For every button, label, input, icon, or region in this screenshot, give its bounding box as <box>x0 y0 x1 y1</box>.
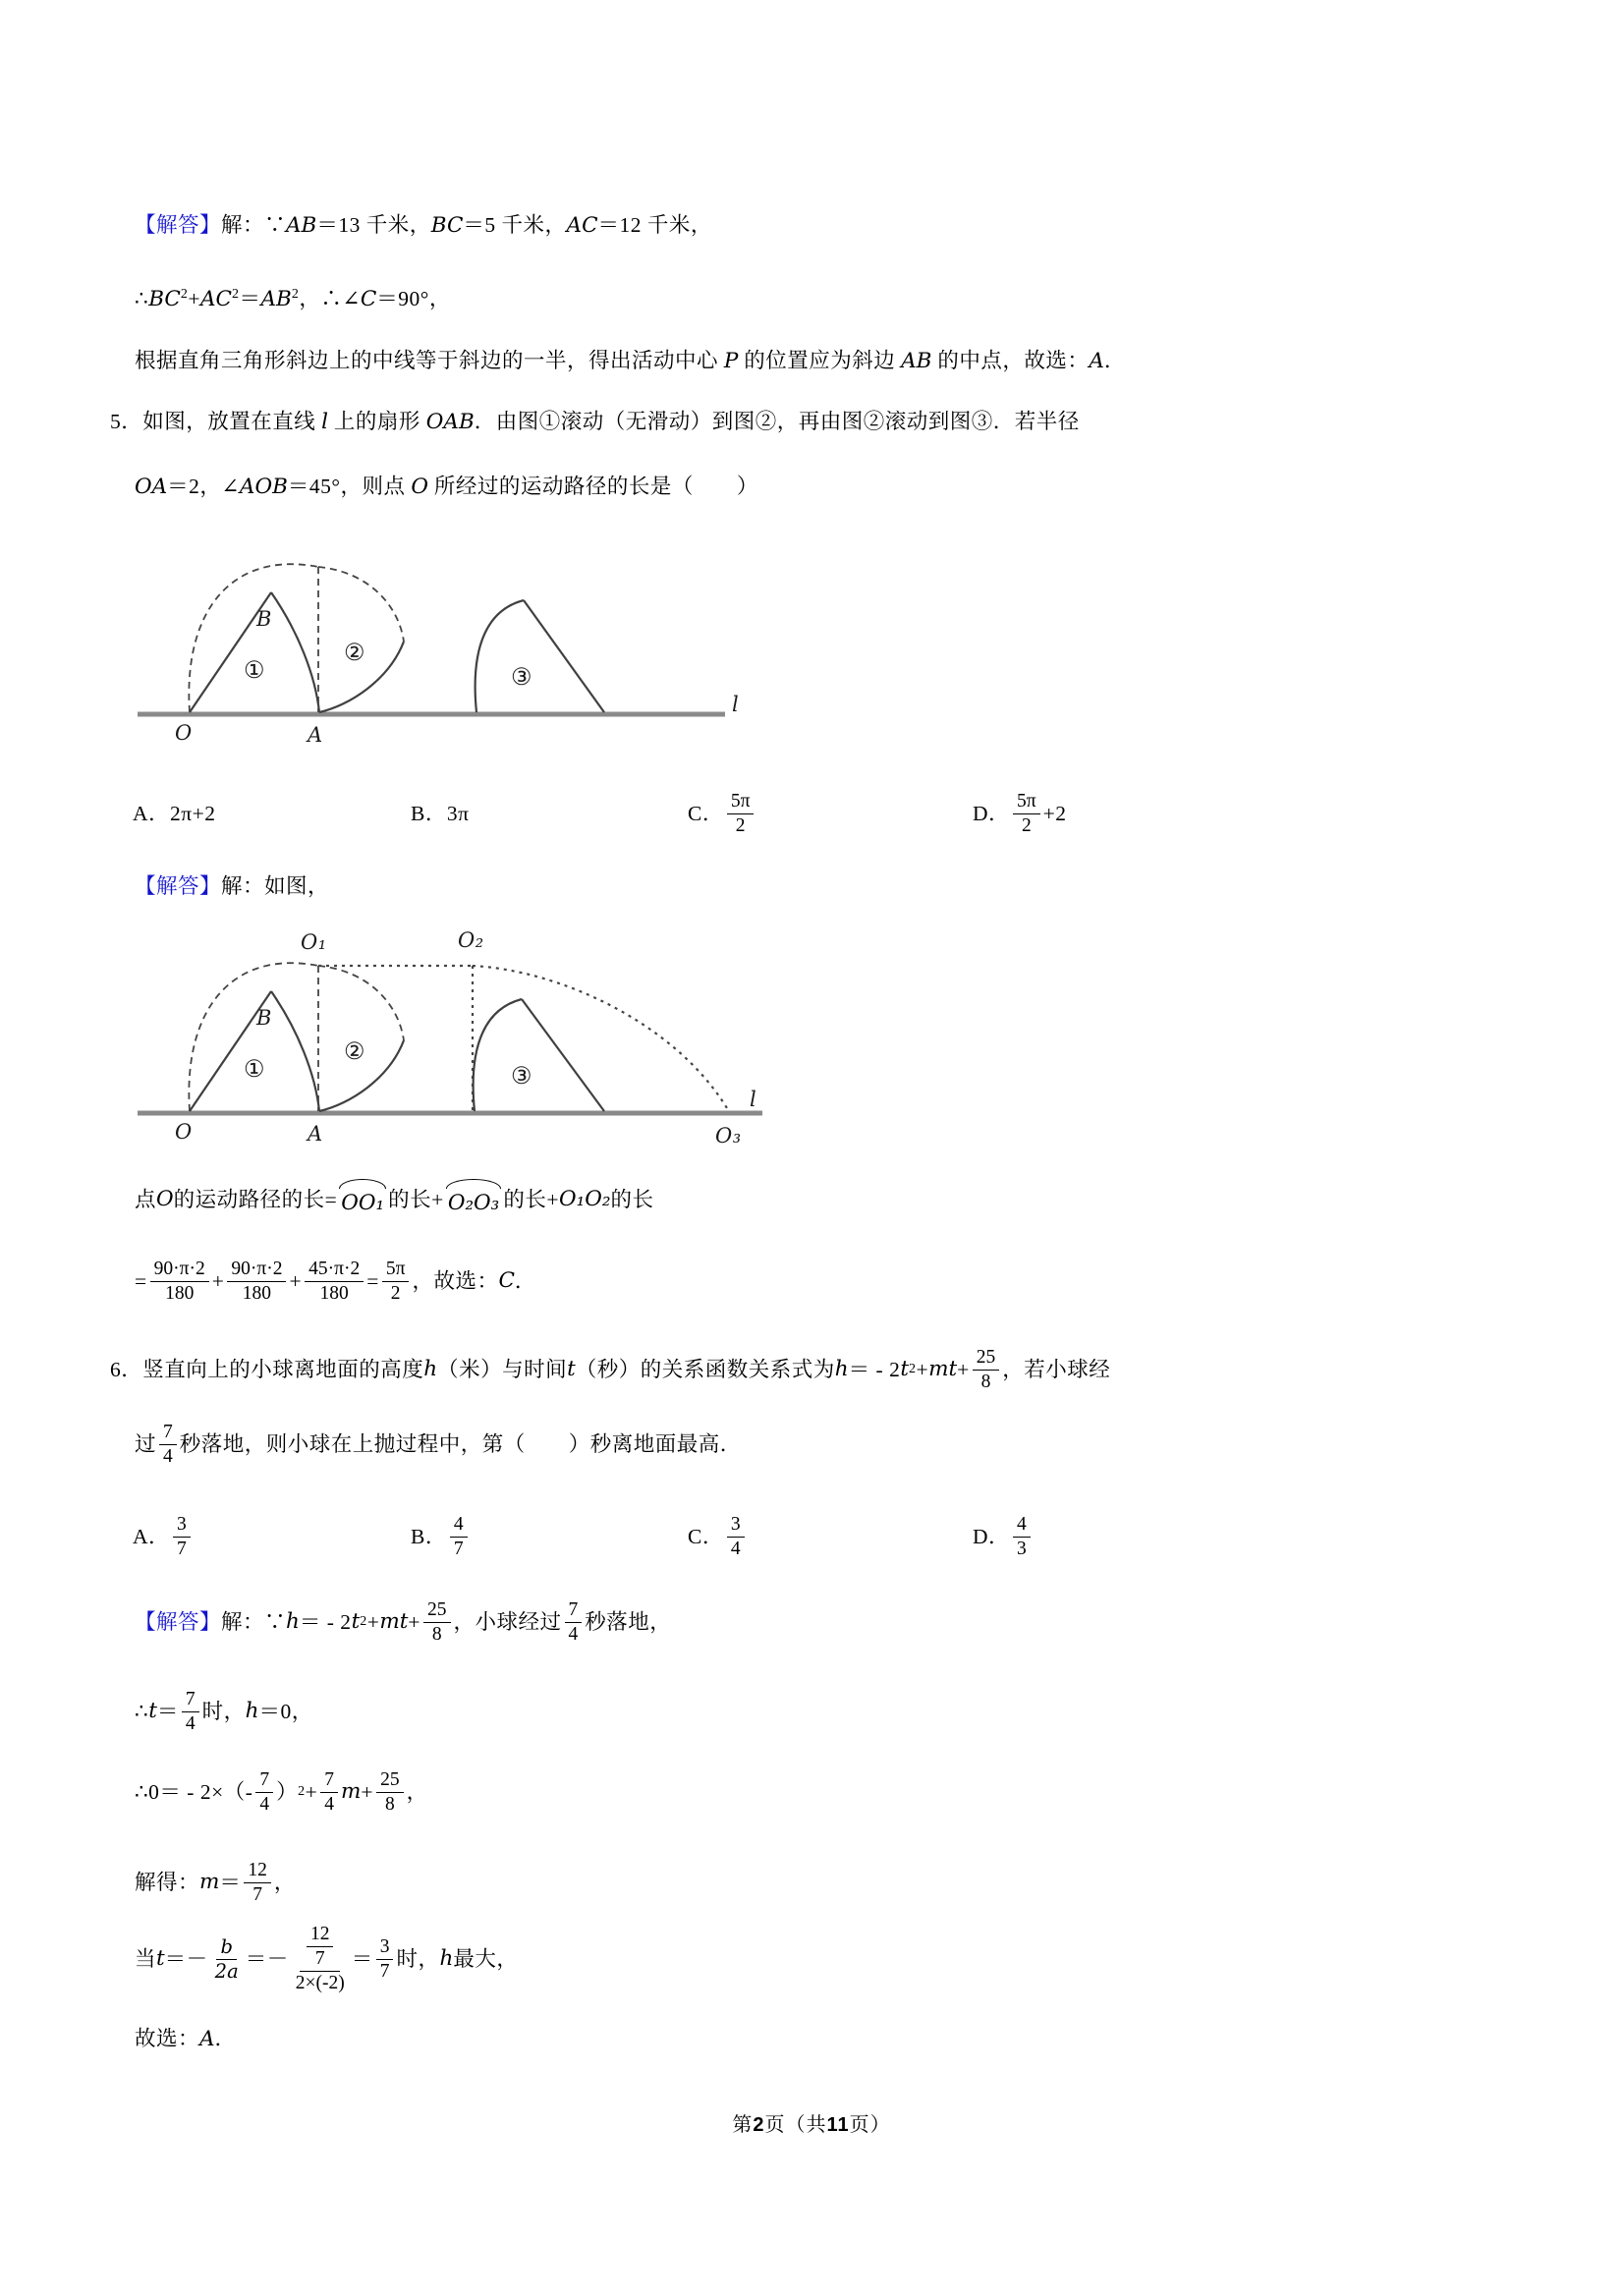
fraction: $\frac{45\cdot\pi\cdot 2}{180}$ <box>305 1258 364 1306</box>
fraction: $\frac{4}{3}$ <box>1013 1513 1031 1561</box>
answer-tag: 【解答】 <box>135 1610 222 1634</box>
option-d: D． $\frac{5\pi}{2}$ +2 <box>973 790 1067 836</box>
p5-path-length-line: 点 O 的运动路径的长= OO₁ 的长+ O₂O₃ 的长+ O₁O₂ 的长 <box>135 1179 653 1220</box>
p6-solution-line-1: 【解答】 解：∵ h ＝ - 2 t 2 + mt + $\frac{25}{8}$ ，小球经过 $\frac{7}{4}$ 秒落地， <box>135 1598 672 1645</box>
fraction: $\frac{3}{7}$ <box>173 1513 191 1561</box>
fraction: $\frac{b}{2a}$ <box>214 1934 239 1983</box>
sector-3-arc <box>474 999 522 1111</box>
p4-solution-line-1: 【解答】解：∵AB＝13 千米，BC＝5 千米，AC＝12 千米， <box>135 213 712 238</box>
sector-3-radius <box>522 999 604 1111</box>
arc-OO1: OO₁ <box>337 1179 388 1220</box>
sector-3-radius <box>524 600 604 712</box>
nested-fraction: $\frac{\frac{12}{7}}{2\times(-2)}$ <box>295 1924 345 1993</box>
label-O: O <box>175 1120 193 1144</box>
fraction: $\frac{25}{8}$ <box>423 1598 451 1647</box>
p6-solution-line-3: ∴0＝ - 2×（- $\frac{7}{4}$ ） 2 + $\frac{7}{4}$ m + $\frac{25}{8}$ ， <box>135 1768 428 1815</box>
p6-solution-line-6: 故选：A． <box>135 2027 237 2051</box>
arc-O2O3: O₂O₃ <box>444 1179 504 1220</box>
label-circle-3: ③ <box>511 663 533 691</box>
total-pages: 11 <box>826 2114 850 2136</box>
label-circle-1: ① <box>244 656 266 684</box>
fraction: $\frac{3}{4}$ <box>727 1513 745 1561</box>
p6-solution-line-5: 当 t ＝－ $\frac{b}{2a}$ ＝－ $\frac{\frac{12}{7}}{2\times(-2)}$ ＝ $\frac{3}{7}$ 时， h 最大， <box>135 1924 519 1993</box>
p6-question-line-2: 过 $\frac{7}{4}$ 秒落地，则小球在上抛过程中，第（ ）秒离地面最高． <box>135 1421 742 1467</box>
label-circle-1: ① <box>244 1055 266 1083</box>
option-a: A． $\frac{3}{7}$ <box>133 1513 411 1561</box>
fraction: $\frac{7}{4}$ <box>182 1688 199 1736</box>
label-circle-2: ② <box>344 639 366 666</box>
fraction: $\frac{25}{8}$ <box>973 1346 1000 1394</box>
p5-equation-line: = $\frac{90\cdot\pi\cdot 2}{180}$ + $\frac{90\cdot\pi\cdot 2}{180}$ + $\frac{45\cdot\pi\cdot 2}{180}$ = $\frac{5\pi}{2}$ ，故选： C ． <box>135 1258 536 1304</box>
label-A: A <box>308 723 323 747</box>
figure-problem5-solution <box>126 912 794 1163</box>
option-a: A． 2π+2 <box>133 802 216 825</box>
sector-1-arc <box>271 592 319 712</box>
rolling-path-arc-dashed <box>189 564 318 712</box>
sector-3-arc <box>476 600 524 712</box>
fraction: $\frac{7}{4}$ <box>159 1421 177 1469</box>
figure-problem5-question <box>126 513 755 755</box>
sector-roll-diagram <box>126 513 755 749</box>
label-O1: O₁ <box>301 930 327 954</box>
option-b: B． $\frac{4}{7}$ <box>411 1513 688 1561</box>
label-l: l <box>732 693 740 716</box>
sector-2-radius-dashed <box>318 567 404 642</box>
label-O3: O₃ <box>715 1124 742 1148</box>
page-footer: 第2页（共11页） <box>732 2114 891 2136</box>
sector-roll-solution-diagram <box>126 912 794 1157</box>
fraction: $\frac{90\cdot\pi\cdot 2}{180}$ <box>227 1258 286 1306</box>
rolling-path-arc-1-dashed <box>189 963 318 1111</box>
fraction: $\frac{7}{4}$ <box>565 1598 583 1647</box>
p4-solution-line-3: 根据直角三角形斜边上的中线等于斜边的一半，得出活动中心 P 的位置应为斜边 AB 的中点，故选：A． <box>135 349 1126 373</box>
fraction: $\frac{12}{7}$ <box>307 1923 334 1971</box>
label-circle-3: ③ <box>511 1062 533 1090</box>
fraction: $\frac{3}{7}$ <box>376 1935 394 1984</box>
fraction: $\frac{12}{7}$ <box>244 1859 271 1907</box>
option-b: B． 3π <box>411 802 470 825</box>
fraction: $\frac{7}{4}$ <box>320 1768 338 1817</box>
answer-tag: 【解答】 <box>135 874 222 898</box>
fraction: $\frac{90\cdot\pi\cdot 2}{180}$ <box>150 1258 209 1306</box>
label-circle-2: ② <box>344 1037 366 1065</box>
option-d: D． $\frac{4}{3}$ <box>973 1513 1034 1561</box>
page-number: 2 <box>753 2114 765 2136</box>
sector-2-radius-dashed <box>318 966 404 1040</box>
label-l: l <box>750 1088 757 1111</box>
label-O2: O₂ <box>458 928 484 952</box>
p5-options <box>133 776 1508 851</box>
fraction: $\frac{5\pi}{2}$ <box>382 1258 410 1306</box>
p5-question-line-1: 5．如图，放置在直线 l 上的扇形 OAB．由图①滚动（无滑动）到图②，再由图②滚动到图③．若半径 <box>110 410 1080 434</box>
p5-question-line-2: OA＝2，∠AOB＝45°，则点 O 所经过的运动路径的长是（ ） <box>135 475 758 499</box>
p6-question-line-1: 6．竖直向上的小球离地面的高度 h （米）与时间 t （秒）的关系函数关系式为 h ＝ - 2 t 2 + mt + $\frac{25}{8}$ ，若小球经 <box>110 1346 1111 1392</box>
label-A: A <box>308 1122 323 1146</box>
p5-solution-intro: 【解答】解：如图， <box>135 874 330 898</box>
sector-1-arc <box>271 991 319 1111</box>
p6-solution-line-4: 解得： m ＝ $\frac{12}{7}$ ， <box>135 1859 296 1905</box>
option-c: C． $\frac{3}{4}$ <box>688 1513 973 1561</box>
label-O: O <box>175 721 193 745</box>
answer-tag: 【解答】 <box>135 213 222 237</box>
fraction: $\frac{5\pi}{2}$ <box>1013 790 1040 838</box>
fraction: $\frac{7}{4}$ <box>255 1768 273 1817</box>
p6-solution-line-2: ∴ t ＝ $\frac{7}{4}$ 时， h ＝0， <box>135 1688 313 1734</box>
fraction: $\frac{5\pi}{2}$ <box>727 790 755 838</box>
p4-solution-line-2: $\therefore BC^2+AC^2=AB^2$，∴∠C＝90°， <box>135 286 451 311</box>
p6-options <box>133 1501 1508 1572</box>
option-c: C． $\frac{5\pi}{2}$ <box>688 790 973 838</box>
label-B: B <box>256 607 272 631</box>
label-B: B <box>256 1006 272 1030</box>
fraction: $\frac{25}{8}$ <box>376 1768 404 1817</box>
fraction: $\frac{4}{7}$ <box>450 1513 468 1561</box>
